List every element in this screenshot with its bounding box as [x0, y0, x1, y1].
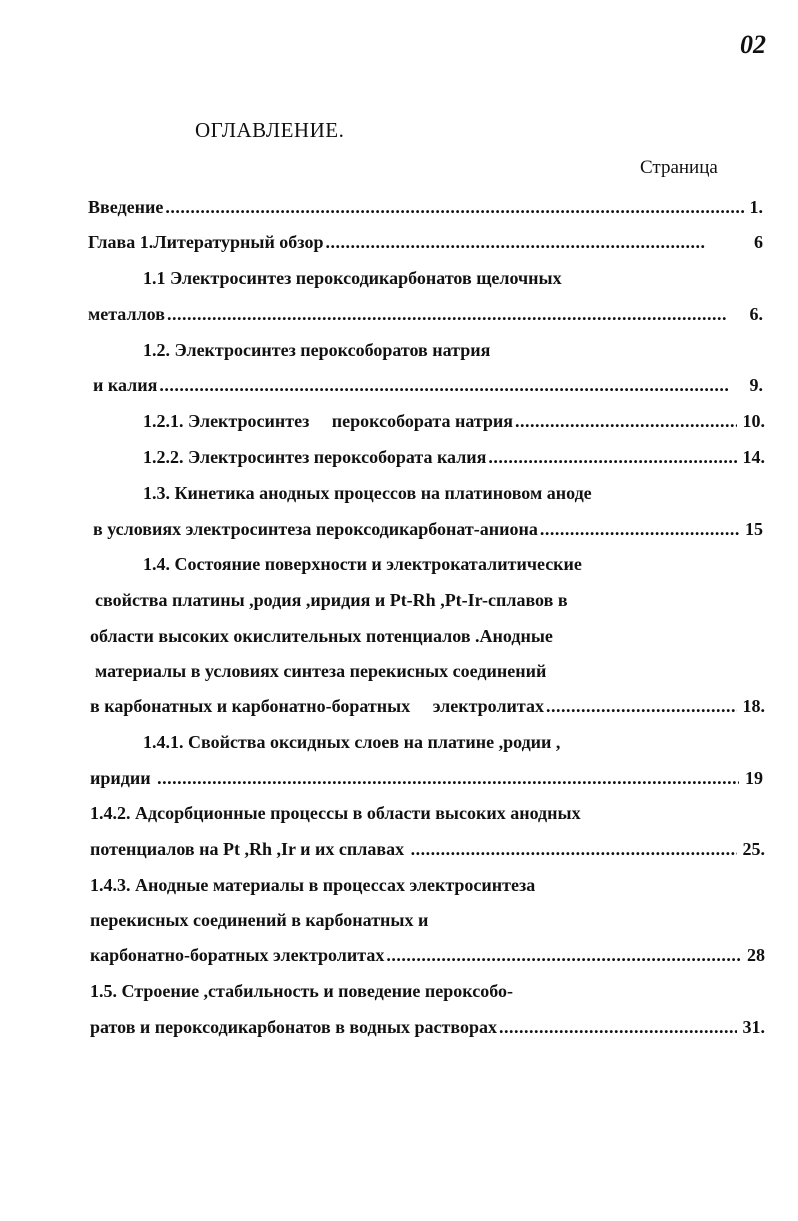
- toc-entry-1-4-2: 1.4.2. Адсорбционные процессы в области высоких анодных: [90, 803, 581, 823]
- toc-entry-1-2-2: 1.2.2. Электросинтез пероксобората калия ..... 14.: [143, 445, 765, 469]
- toc-entry-1-2-1: 1.2.1. Электросинтез пероксобората натрия ..... 10.: [143, 409, 765, 433]
- toc-entry-1-5-cont: ратов и пероксодикарбонатов в водных растворах ..... 31.: [90, 1015, 765, 1039]
- toc-entry-1-4-1: 1.4.1. Свойства оксидных слоев на платине ,родии ,: [143, 732, 561, 752]
- toc-entry-1-4-3: 1.4.3. Анодные материалы в процессах электросинтеза: [90, 875, 536, 895]
- toc-title: ОГЛАВЛЕНИЕ.: [195, 118, 345, 142]
- toc-entry-1-4: 1.4. Состояние поверхности и электрокаталитические: [143, 554, 582, 574]
- toc-entry-1-4-3-line2: перекисных соединений в карбонатных и: [90, 910, 429, 930]
- toc-entry-1-4-3-cont: карбонатно-боратных электролитах ..... 28: [90, 943, 765, 967]
- toc-entry-1-2: 1.2. Электросинтез пероксоборатов натрия: [143, 340, 491, 360]
- toc-entry-1-3-cont: в условиях электросинтеза пероксодикарбонат-аниона ..... 15: [93, 517, 763, 541]
- toc-entry-1-4-line4: материалы в условиях синтеза перекисных соединений: [95, 661, 547, 681]
- toc-entry-1-3: 1.3. Кинетика анодных процессов на платиновом аноде: [143, 483, 592, 503]
- toc-entry-1-1-cont: металлов ..... 6.: [88, 302, 763, 326]
- toc-entry-chapter-1: Глава 1.Литературный обзор ..... 6: [88, 230, 763, 254]
- toc-entry-1-5: 1.5. Строение ,стабильность и поведение пероксобо-: [90, 981, 513, 1001]
- toc-entry-1-4-cont: в карбонатных и карбонатно-боратных электролитах ..... 18.: [90, 694, 765, 718]
- toc-entry-introduction: Введение ..... 1.: [88, 195, 763, 219]
- page-column-header: Страница: [640, 157, 718, 178]
- toc-entry-1-4-line3: области высоких окислительных потенциалов .Анодные: [90, 626, 553, 646]
- toc-entry-1-4-2-cont: потенциалов на Pt ,Rh ,Ir и их сплавах ..... 25.: [90, 837, 765, 861]
- toc-entry-1-4-1-cont: иридии ..... 19: [90, 766, 763, 790]
- toc-entry-1-4-line2: свойства платины ,родия ,иридия и Pt-Rh ,Pt-Ir-сплавов в: [95, 590, 568, 610]
- toc-entry-1-2-cont: и калия ..... 9.: [93, 373, 763, 397]
- handwritten-page-number: 02: [740, 30, 766, 59]
- toc-entry-1-1: 1.1 Электросинтез пероксодикарбонатов щелочных: [143, 268, 562, 288]
